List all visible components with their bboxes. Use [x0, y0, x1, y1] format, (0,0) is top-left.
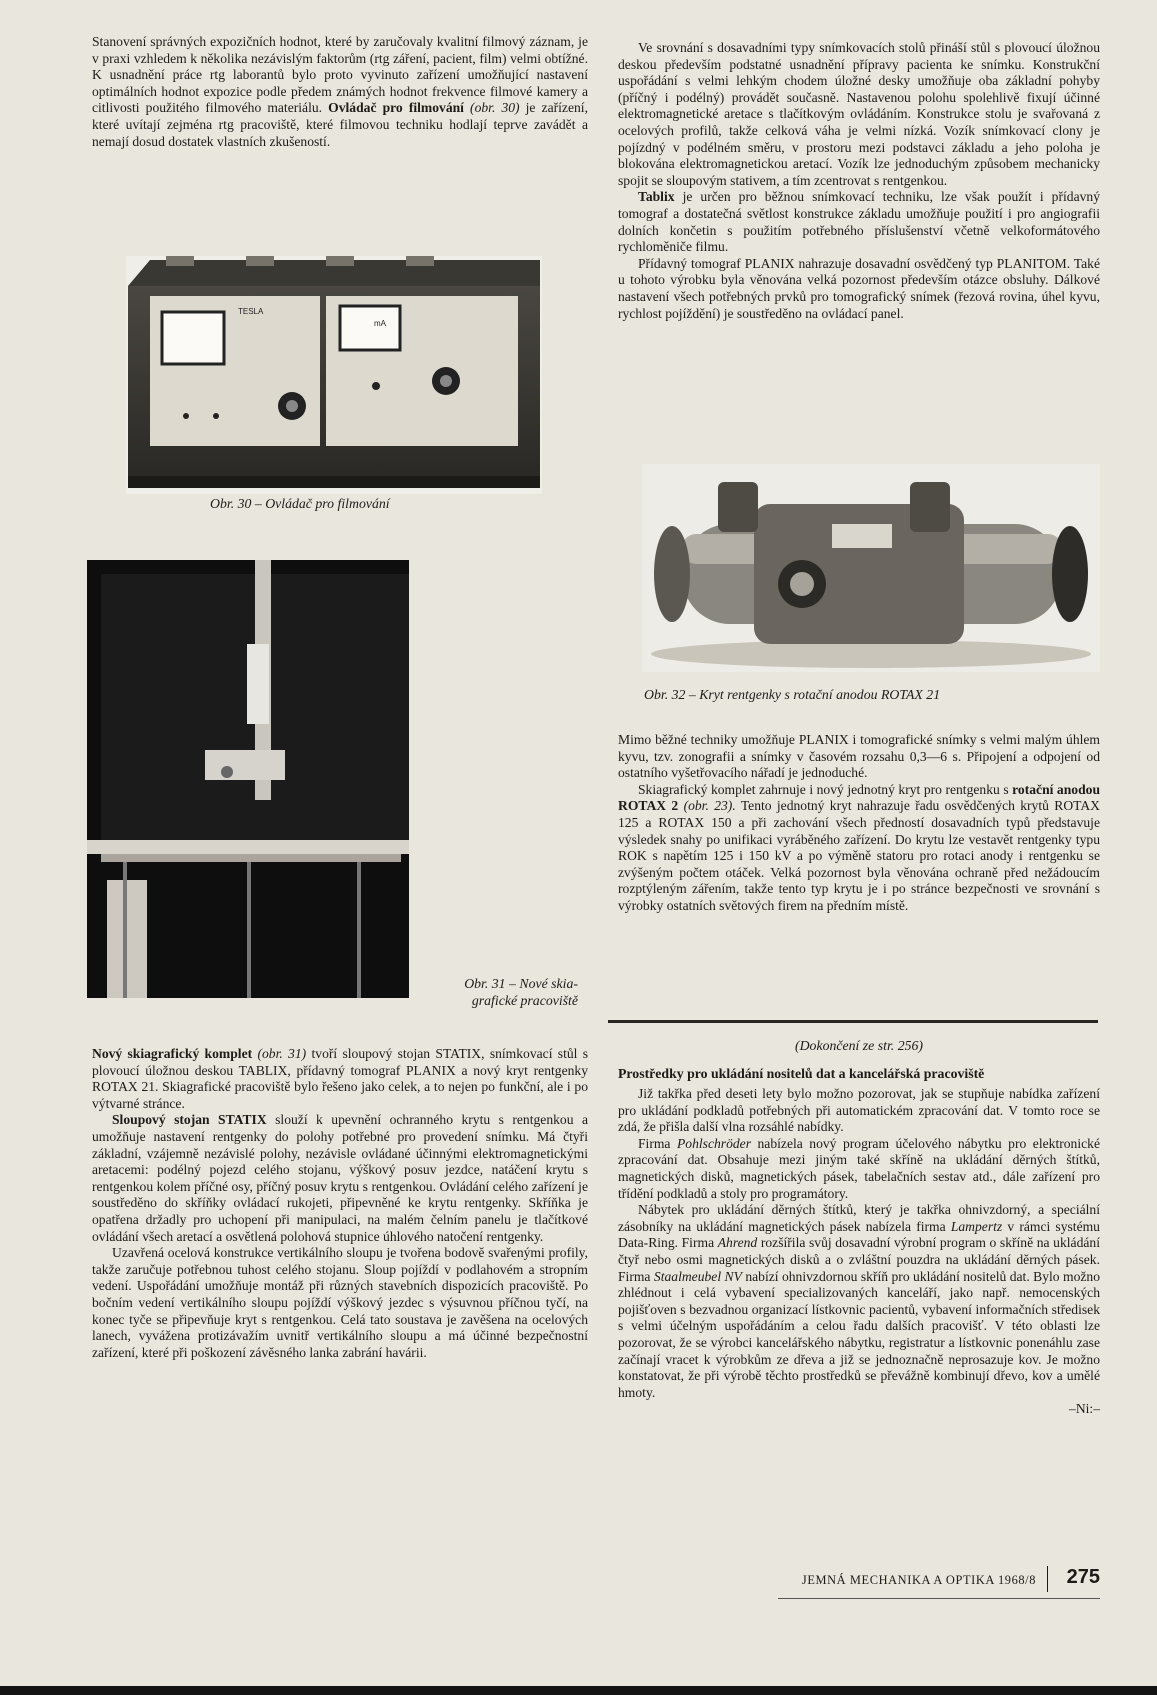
fig31-caption-line-2: grafické pracoviště	[471, 993, 578, 1008]
right-bottom-text	[618, 1086, 1100, 1418]
journal-name: JEMNÁ MECHANIKA A OPTIKA 1968/8	[801, 1573, 1036, 1587]
scan-bottom-edge	[0, 1686, 1157, 1695]
right-top-text	[618, 40, 1100, 322]
continuation-note: (Dokončení ze str. 256)	[795, 1038, 923, 1053]
footer-rule	[778, 1598, 1100, 1599]
skiagraphic-workstation-illustration	[87, 560, 409, 998]
page-number: 275	[1066, 1566, 1100, 1588]
page-footer	[778, 1566, 1100, 1594]
right-mid-text	[618, 732, 1100, 915]
tube-housing-illustration	[642, 464, 1100, 672]
fig31-photo	[87, 560, 409, 998]
paragraph-table: Ve srovnání s dosavadními typy snímkovacích stolů přináší stůl s plovoucí úložnou deskou především podstatné usnadnění přípravy pacienta ke snímku. Konstrukční uspořádání s velmi lehkým chodem úložné desky umožňuje oba základní pohyby (příčný i podélný) provádět současně. Nastavenou polohu spolehlivě fixují účinné elektromagnetické aretace s tlačítkovým ovládáním. Konstrukce stolu je svařovaná z ocelových profilů, takže celková váha je velmi nízká. Vozík snímkovací clony je pojízdný v podélném směru, v prostoru mezi podstavci základu a jeho poloha je blokována elektromagnetickou aretací. Vozík lze jednoduchým způsobem mechanicky spojit se sloupovým stativem, a tím zcentrovat s rentgenkou.	[618, 40, 1100, 188]
tesla-label: TESLA	[238, 307, 264, 316]
left-bottom-text	[92, 1046, 588, 1361]
paragraph-construction: Uzavřená ocelová konstrukce vertikálního sloupu je tvořena bodově svařenými profily, takže zaručuje potřebnou tuhost celého stojanu. Sloup pojíždí v podlahovém a stropním vedení. Uspořádání umožňuje montáž při různých stavebních dispozicích pracoviště. Po bočním vedení vertikálního sloupu pojíždí výškový jezdec s výsuvnou příčnou tyčí, na konec tyče se připevňuje kryt s rentgenkou. Celá tato soustava je zavěšena na ocelových lanech, vyvážena protizávažím uvnitř vertikálního sloupu a má účinné bezpečnostní zařízení, které při poškození závěsného lanka zabrání havárii.	[92, 1245, 588, 1360]
paragraph-data-storage-intro: Již takřka před deseti lety bylo možno pozorovat, jak se stupňuje nabídka zařízení pro ukládání podkladů potřebných při automatickém zpracování dat. V tomto roce se zdá, že přišla další vlna rozsáhlé nabídky.	[618, 1086, 1100, 1135]
footer-separator	[1047, 1566, 1049, 1592]
fig30-ref: (obr. 30)	[470, 100, 520, 116]
fig30-photo	[126, 256, 542, 494]
paragraph-planix: Přídavný tomograf PLANIX nahrazuje dosavadní osvědčený typ PLANITOM. Také u tohoto výrobku byla věnována velká pozornost především otázce obsluhy. Dálkové nastavení všech potřebných prvků pro tomografický snímek (řezová rovina, úhel kyvu, rychlost pojíždění) je soustředěno na ovládací panel.	[618, 255, 1100, 321]
ma-label: mA	[374, 319, 386, 328]
author-signature: –Ni:–	[1069, 1401, 1100, 1417]
section-title: Prostředky pro ukládání nositelů dat a kancelářská pracoviště	[618, 1066, 985, 1081]
paragraph-furniture: Nábytek pro ukládání děrných štítků, který je takřka ohnivzdorný, a speciální zásobníky na ukládání magnetických pásek nabízela firma Lampertz v rámci systému Data-Ring. Firma Ahrend rozšířila svůj dosavadní výrobní program o skříně na ukládání čtyř nebo osmi magnetických disků a o zvláštní pouzdra na ukládání děrných pásek. Firma Staalmeubel NV nabízí ohnivzdornou skříň pro ukládání nositelů dat. Bylo možno zhlédnout i celá vybavení specializovaných kanceláří, jako např. nemocenských pojišťoven s bezvadnou organizací lístkovnic pacientů, vybavení informačních středisek s velmi účelným uspořádáním a celou řadu dalších pracovišť. V této oblasti lze pozorovat, že se výrobci kancelářského nábytku, registratur a lístkovnic ponenáhlu zase začínají vracet k výrobkům ze dřeva a již se jednoznačně neprosazuje kov. Je možno konstatovat, že při výrobě těchto prostředků se převážně kombinují dřevo, kov a umělé hmoty.	[618, 1202, 1100, 1400]
paragraph-statix: Sloupový stojan STATIX slouží k upevnění ochranného krytu s rentgenkou a umožňuje nastavení rentgenky do polohy potřebné pro provedení snímku. Má čtyři základní, vzájemně nezávislé polohy, nezávisle ovládané účinnými elektromagnetickými aretacemi: podélný pojezd celého stojanu, výškový posuv jezdce, natáčení krytu s rentgenkou kolem příčné osy, příčný posuv krytu s rentgenkou. Ovládání celého zařízení je soustředěno do skříňky ovládací rukojeti, připevněné ke krytu rentgenky. Skříňka je opatřena držadly pro uchopení při manipulaci, na malém čelním panelu je tlačítkové ovládání všech aretací a osvětlená polohová stupnice úhlového natočení rentgenky.	[92, 1112, 588, 1244]
paragraph-planix-zonography: Mimo běžné techniky umožňuje PLANIX i tomografické snímky s velmi malým úhlem kyvu, tzv. zonografii a snímky v časovém rozsahu 0,3—6 s. Připojení a odpojení od ostatního vyšetřovacího nářadí je jednoduché.	[618, 732, 1100, 781]
control-unit-term: Ovládač pro filmování	[328, 100, 464, 116]
paragraph-tablix: Tablix je určen pro běžnou snímkovací techniku, lze však použít i přídavný tomograf a dostatečná světlost konstrukce základu umožňuje použití i pro angiografii dolních končetin s použitím potřebného příslušenství včetně velkoformátového rychloměniče filmu.	[618, 189, 1101, 255]
paragraph-skiagraphic-set: Nový skiagrafický komplet (obr. 31) tvoří sloupový stojan STATIX, snímkovací stůl s plovoucí úložnou deskou TABLIX, přídavný tomograf PLANIX a nový kryt rentgenky ROTAX 21. Skiagrafické pracoviště bylo řešeno jako celek, a to nejen po funkční, ale i po výtvarné stránce.	[92, 1046, 589, 1111]
fig31-caption-line-1: Obr. 31 – Nové skia-	[464, 976, 578, 991]
fig32-caption: Obr. 32 – Kryt rentgenky s rotační anodou ROTAX 21	[644, 687, 941, 702]
paragraph-pohlschroder: Firma Pohlschröder nabízela nový program účelového nábytku pro elektronické zpracování dat. Obsahuje mezi jiným také skříně na ukládání děrných štítků, magnetických disků, magnetických pásek, tabelačních sestav atd., dále zařízení pro třídění podkladů a stoly pro programátory.	[618, 1135, 1100, 1201]
paragraph-rotax: Skiagrafický komplet zahrnuje i nový jednotný kryt pro rentgenku s rotační anodou ROTAX 2 (obr. 23). Tento jednotný kryt nahrazuje řadu osvědčených krytů ROTAX 125 a ROTAX 150 a při zachování všech předností dosavadních typů představuje výsledek snahy po unifikaci vyráběného zařízení. Do krytu lze vestavět rentgenky typu ROK s napětím 125 i 150 kV a po výměně statoru pro rotaci anody i rentgenku se zvýšeným počtem otáček. Velká pozornost byla věnována ochraně před nežádoucím rozptýleným zářením, takže tento typ krytu je i po stránce bezpečnosti ve srovnání s výrobky ostatních světových firem na předním místě.	[618, 781, 1101, 913]
fig32-photo	[642, 464, 1100, 672]
left-top-text	[92, 34, 588, 150]
section-divider	[608, 1020, 1098, 1023]
film-control-unit-illustration	[126, 256, 542, 494]
fig31-caption	[418, 975, 578, 1009]
fig30-caption: Obr. 30 – Ovládač pro filmování	[210, 496, 390, 511]
left-top-paragraph: Stanovení správných expozičních hodnot, které by zaručovaly kvalitní filmový záznam, je v praxi vzhledem k několika nezávislým faktorům (rtg záření, pacient, film) velmi obtížné. K usnadnění práce rtg laborantů bylo proto vyvinuto zařízení umožňující nastavení optimálních hodnot expozice podle předem známých hodnot frekvence filmové kamery a citlivosti použitého filmového materiálu. Ovládač pro filmování (obr. 30) je zařízení, které uvítají zejména rtg pracoviště, které filmovou techniku hodlají teprve zavádět a nemají dosud dostatek vlastních zkušeností.	[92, 34, 588, 149]
